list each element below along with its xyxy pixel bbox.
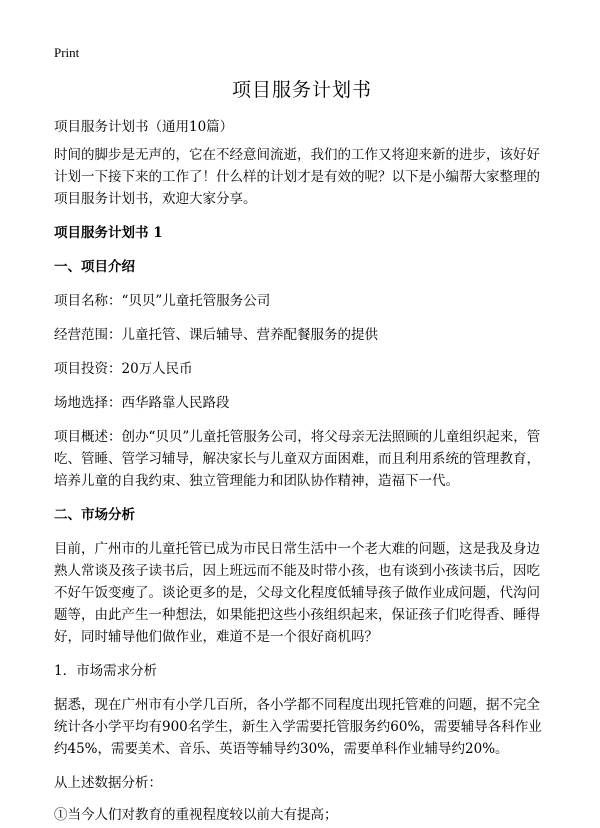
analysis-point-1: ①当今人们对教育的重视程度较以前大有提高； (54, 807, 338, 823)
section-heading: 项目服务计划书 1 (54, 225, 163, 241)
project-name: 项目名称：“贝贝”儿童托管服务公司 (54, 293, 271, 309)
project-investment: 项目投资：20万人民币 (54, 361, 193, 377)
data-analysis-lead: 从上述数据分析： (54, 775, 162, 791)
demand-paragraph: 据悉，现在广州市有小学几百所，各小学都不同程度出现托管难的问题，据不完全统计各小学平均有900名学生，新生入学需要托管服务约60%，需要辅导各科作业约45%，需要美术、音乐、英语等辅导约30%，需要单科作业辅导约20%。 (54, 697, 542, 757)
part2-heading: 二、市场分析 (54, 507, 135, 523)
market-paragraph: 目前，广州市的儿童托管已成为市民日常生活中一个老大难的问题，这是我及身边熟人常谈及孩子读书后，因上班远而不能及时带小孩，也有谈到小孩读书后，因吃不好午饭变瘦了。谈论更多的是，父母文化程度低辅导孩子做作业成问题，代沟问题等，由此产生一种想法，如果能把这些小孩组织起来，保证孩子们吃得香、睡得好，同时辅导他们做作业，难道不是一个很好商机吗？ (54, 541, 540, 645)
intro-paragraph: 时间的脚步是无声的，它在不经意间流逝，我们的工作又将迎来新的进步，该好好计划一下接下来的工作了！什么样的计划才是有效的呢？以下是小编帮大家整理的项目服务计划书，欢迎大家分享。 (54, 147, 540, 207)
print-link[interactable]: Print (54, 45, 80, 60)
part1-heading: 一、项目介绍 (54, 259, 135, 275)
project-overview: 项目概述：创办“贝贝”儿童托管服务公司，将父母亲无法照顾的儿童组织起来，管吃、管睡、管学习辅导，解决家长与儿童双方面困难，而且利用系统的管理教育，培养儿童的自我约束、独立管理能力和团队协作精神，造福下一代。 (54, 429, 541, 489)
demand-heading: 1．市场需求分析 (54, 663, 158, 679)
document-subtitle: 项目服务计划书（通用10篇） (54, 119, 234, 135)
page-title: 项目服务计划书 (231, 79, 372, 101)
business-scope: 经营范围：儿童托管、课后辅导、营养配餐服务的提供 (54, 327, 378, 343)
site-selection: 场地选择：西华路靠人民路段 (54, 395, 230, 411)
